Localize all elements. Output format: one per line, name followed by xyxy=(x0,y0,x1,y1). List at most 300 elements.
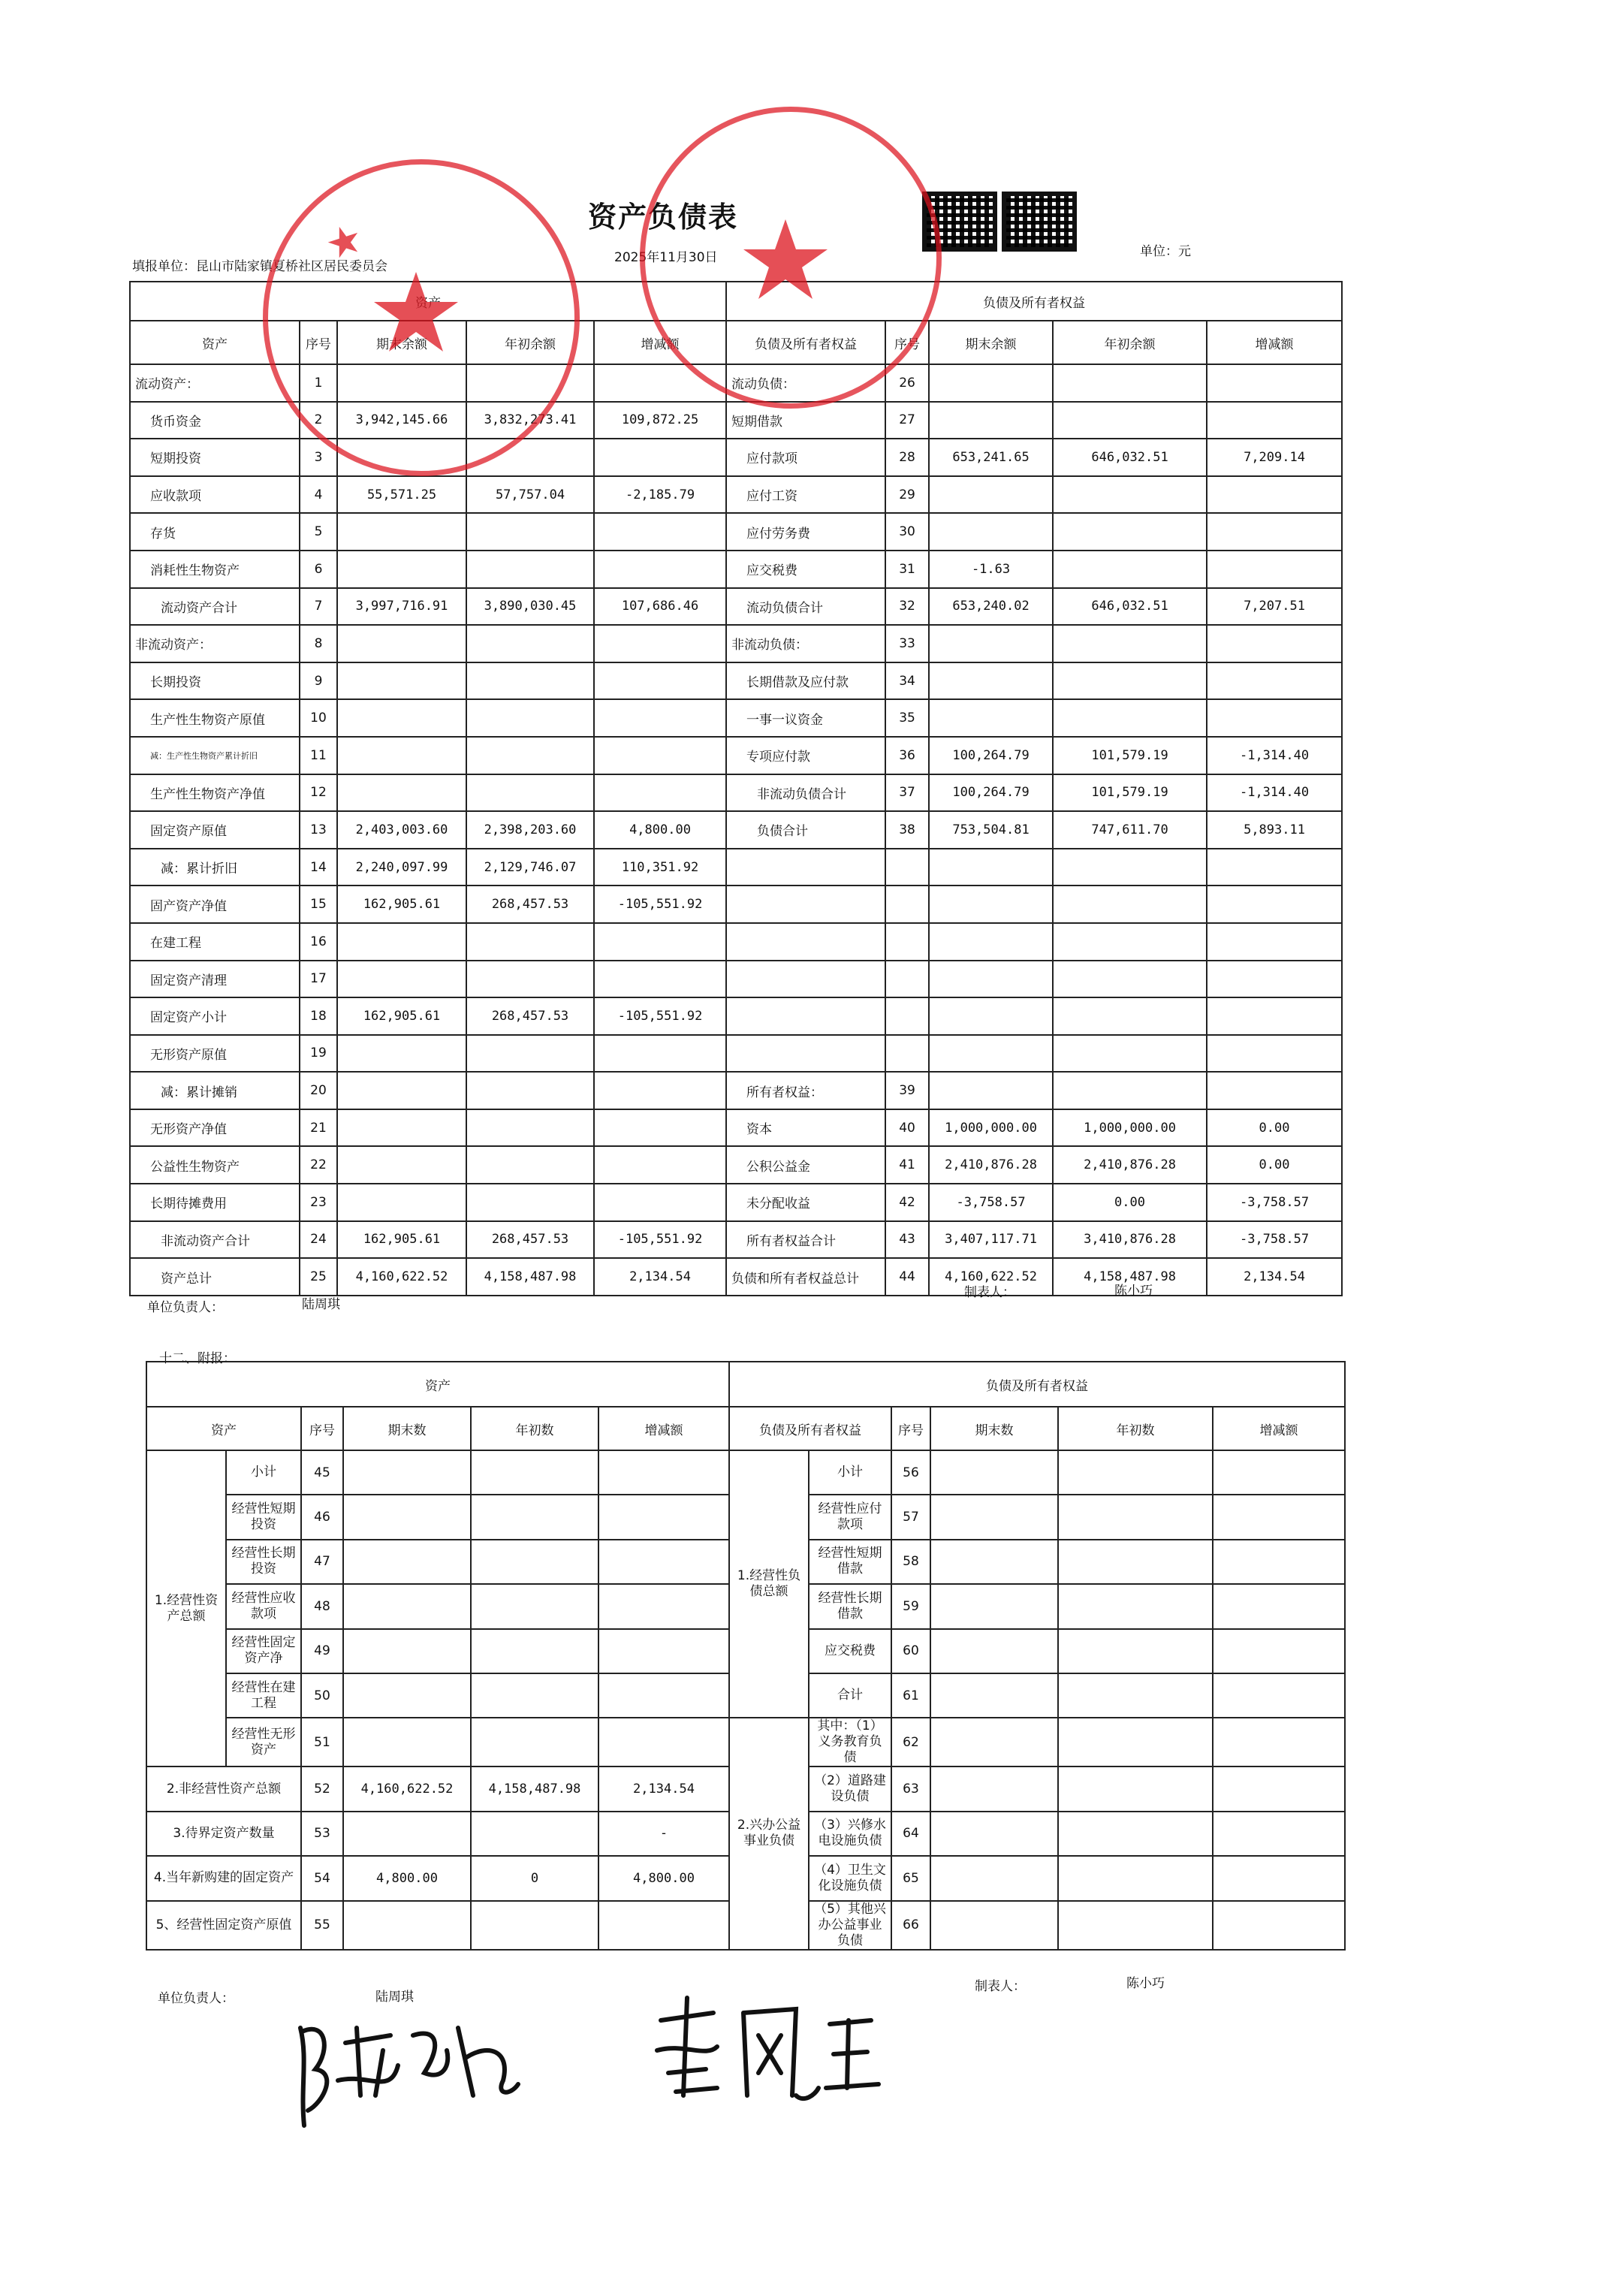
seq2-cell: 42 xyxy=(885,1184,929,1221)
asset-item-cell: 应收款项 xyxy=(130,476,300,514)
appendix-change-cell: - xyxy=(598,1812,729,1856)
change2-cell: -1,314.40 xyxy=(1207,737,1342,774)
appendix-end-cell: 4,160,622.52 xyxy=(343,1767,471,1811)
begin-balance2-cell xyxy=(1053,997,1207,1035)
footer2-responsible-name: 陆周琪 xyxy=(375,1990,414,2005)
col-seq: 序号 xyxy=(300,321,337,364)
change2-cell: 0.00 xyxy=(1207,1109,1342,1147)
footer2-responsible-label: 单位负责人： xyxy=(158,1991,234,2006)
asset-item-cell: 短期投资 xyxy=(130,439,300,476)
begin-balance2-cell: 101,579.19 xyxy=(1053,737,1207,774)
asset-item-cell: 公益性生物资产 xyxy=(130,1146,300,1184)
asset-item-cell: 货币资金 xyxy=(130,402,300,439)
liab-item-cell: 流动负债： xyxy=(726,364,885,402)
change-cell: 110,351.92 xyxy=(594,849,726,886)
appendix-col-liab-item: 负债及所有者权益 xyxy=(729,1407,891,1450)
change2-cell xyxy=(1207,997,1342,1035)
liab-item-cell: 非流动负债： xyxy=(726,625,885,662)
begin-balance-cell xyxy=(466,961,594,998)
end-balance2-cell: -3,758.57 xyxy=(929,1184,1053,1221)
asset-item-cell: 存货 xyxy=(130,513,300,551)
liab-item-cell: 短期借款 xyxy=(726,402,885,439)
footer-responsible-label: 单位负责人： xyxy=(147,1300,224,1315)
seq2-cell xyxy=(885,886,929,923)
appendix-col-change: 增减额 xyxy=(598,1407,729,1450)
appendix-liab-group-header: 负债及所有者权益 xyxy=(729,1362,1345,1407)
change2-cell xyxy=(1207,1072,1342,1109)
seq-cell: 6 xyxy=(300,551,337,588)
appendix-seq-cell: 51 xyxy=(301,1718,343,1767)
appendix-end-cell xyxy=(343,1718,471,1767)
end-balance2-cell: 753,504.81 xyxy=(929,811,1053,849)
begin-balance-cell xyxy=(466,737,594,774)
seq-cell: 2 xyxy=(300,402,337,439)
appendix-title: 十二、附报： xyxy=(159,1351,236,1366)
seq-cell: 15 xyxy=(300,886,337,923)
appendix-change-cell xyxy=(598,1540,729,1584)
change-cell xyxy=(594,1184,726,1221)
appendix-asset-item: 5、经营性固定资产原值 xyxy=(146,1901,301,1950)
begin-balance-cell: 268,457.53 xyxy=(466,997,594,1035)
end-balance-cell xyxy=(337,1072,466,1109)
change2-cell: -3,758.57 xyxy=(1207,1184,1342,1221)
appendix-begin-cell: 0 xyxy=(471,1856,598,1900)
appendix-change2-cell xyxy=(1213,1767,1345,1811)
table-row xyxy=(130,513,1342,551)
appendix-seq2-cell: 57 xyxy=(891,1495,930,1539)
end-balance-cell: 2,403,003.60 xyxy=(337,811,466,849)
seq-cell: 16 xyxy=(300,923,337,961)
begin-balance2-cell xyxy=(1053,402,1207,439)
seq2-cell xyxy=(885,997,929,1035)
appendix-asset-item: 3.待界定资产数量 xyxy=(146,1812,301,1856)
change-cell: 4,800.00 xyxy=(594,811,726,849)
qr-code-icon xyxy=(1002,192,1077,252)
appendix-liab-subitem: 经营性应付款项 xyxy=(809,1495,891,1539)
appendix-seq2-cell: 66 xyxy=(891,1901,930,1950)
table-row xyxy=(130,1221,1342,1259)
table-row xyxy=(130,886,1342,923)
seq-cell: 8 xyxy=(300,625,337,662)
change-cell xyxy=(594,625,726,662)
change2-cell: -1,314.40 xyxy=(1207,774,1342,812)
seq-cell: 23 xyxy=(300,1184,337,1221)
begin-balance-cell: 3,832,273.41 xyxy=(466,402,594,439)
appendix-change-cell: 2,134.54 xyxy=(598,1767,729,1811)
appendix-table xyxy=(146,1361,1346,1951)
begin-balance2-cell xyxy=(1053,662,1207,700)
footer2-preparer-label: 制表人： xyxy=(975,1979,1026,1994)
table-row xyxy=(130,625,1342,662)
liab-item-cell xyxy=(726,961,885,998)
appendix-change2-cell xyxy=(1213,1718,1345,1767)
change2-cell: 5,893.11 xyxy=(1207,811,1342,849)
col-end-balance: 期末余额 xyxy=(337,321,466,364)
appendix-end2-cell xyxy=(930,1584,1058,1628)
asset-item-cell: 长期投资 xyxy=(130,662,300,700)
liab-item-cell: 专项应付款 xyxy=(726,737,885,774)
appendix-change2-cell xyxy=(1213,1901,1345,1950)
end-balance2-cell: 100,264.79 xyxy=(929,774,1053,812)
liab-item-cell: 应付款项 xyxy=(726,439,885,476)
change-cell: -105,551.92 xyxy=(594,886,726,923)
end-balance-cell xyxy=(337,1184,466,1221)
begin-balance2-cell: 1,000,000.00 xyxy=(1053,1109,1207,1147)
change-cell: -105,551.92 xyxy=(594,1221,726,1259)
appendix-begin2-cell xyxy=(1058,1812,1213,1856)
begin-balance2-cell xyxy=(1053,551,1207,588)
col-begin-balance: 年初余额 xyxy=(466,321,594,364)
begin-balance2-cell: 747,611.70 xyxy=(1053,811,1207,849)
end-balance2-cell xyxy=(929,662,1053,700)
liabilities-group-header: 负债及所有者权益 xyxy=(726,282,1342,321)
begin-balance-cell xyxy=(466,1109,594,1147)
asset-item-cell: 固定资产小计 xyxy=(130,997,300,1035)
appendix-begin-cell: 4,158,487.98 xyxy=(471,1767,598,1811)
begin-balance2-cell: 0.00 xyxy=(1053,1184,1207,1221)
appendix-change-cell xyxy=(598,1629,729,1673)
seq-cell: 3 xyxy=(300,439,337,476)
appendix-begin-cell xyxy=(471,1812,598,1856)
change2-cell xyxy=(1207,551,1342,588)
seq-cell: 20 xyxy=(300,1072,337,1109)
appendix-begin-cell xyxy=(471,1718,598,1767)
end-balance-cell: 162,905.61 xyxy=(337,997,466,1035)
end-balance2-cell xyxy=(929,1035,1053,1073)
end-balance-cell xyxy=(337,513,466,551)
end-balance-cell: 3,997,716.91 xyxy=(337,588,466,626)
begin-balance-cell xyxy=(466,699,594,737)
appendix-asset-subitem: 经营性固定资产净 xyxy=(226,1629,301,1673)
appendix-change-cell xyxy=(598,1901,729,1950)
seq2-cell: 43 xyxy=(885,1221,929,1259)
change2-cell xyxy=(1207,886,1342,923)
appendix-end2-cell xyxy=(930,1767,1058,1811)
appendix-asset-item: 2.非经营性资产总额 xyxy=(146,1767,301,1811)
appendix-change2-cell xyxy=(1213,1495,1345,1539)
appendix-seq-cell: 48 xyxy=(301,1584,343,1628)
appendix-col-begin-2: 年初数 xyxy=(1058,1407,1213,1450)
appendix-seq-cell: 46 xyxy=(301,1495,343,1539)
appendix-begin2-cell xyxy=(1058,1767,1213,1811)
appendix-change-cell xyxy=(598,1450,729,1495)
table-row xyxy=(130,1072,1342,1109)
end-balance-cell: 2,240,097.99 xyxy=(337,849,466,886)
table-row xyxy=(130,662,1342,700)
begin-balance-cell xyxy=(466,1146,594,1184)
change2-cell: 0.00 xyxy=(1207,1146,1342,1184)
seq-cell: 10 xyxy=(300,699,337,737)
signature-2 xyxy=(646,1983,886,2118)
change2-cell xyxy=(1207,402,1342,439)
end-balance2-cell xyxy=(929,699,1053,737)
appendix-asset-group: 1.经营性资产总额 xyxy=(146,1450,226,1767)
seq-cell: 22 xyxy=(300,1146,337,1184)
seq2-cell: 34 xyxy=(885,662,929,700)
appendix-liab-subitem: 经营性长期借款 xyxy=(809,1584,891,1628)
end-balance2-cell: 3,407,117.71 xyxy=(929,1221,1053,1259)
end-balance2-cell: 1,000,000.00 xyxy=(929,1109,1053,1147)
liab-item-cell: 长期借款及应付款 xyxy=(726,662,885,700)
begin-balance2-cell xyxy=(1053,699,1207,737)
appendix-liab-subitem: 其中：（1）义务教育负债 xyxy=(809,1718,891,1767)
change-cell xyxy=(594,1109,726,1147)
table-row xyxy=(130,997,1342,1035)
change2-cell xyxy=(1207,1035,1342,1073)
asset-item-cell: 减：生产性生物资产累计折旧 xyxy=(130,737,300,774)
appendix-begin-cell xyxy=(471,1901,598,1950)
table-row xyxy=(130,811,1342,849)
appendix-change-cell xyxy=(598,1584,729,1628)
begin-balance-cell xyxy=(466,774,594,812)
table-row xyxy=(146,1718,1345,1767)
currency-unit: 单位：元 xyxy=(1140,244,1191,259)
appendix-end2-cell xyxy=(930,1673,1058,1718)
col-change: 增减额 xyxy=(594,321,726,364)
end-balance-cell: 3,942,145.66 xyxy=(337,402,466,439)
liab-item-cell: 非流动负债合计 xyxy=(726,774,885,812)
seq2-cell: 26 xyxy=(885,364,929,402)
col-liab-item: 负债及所有者权益 xyxy=(726,321,885,364)
table-row xyxy=(130,849,1342,886)
end-balance2-cell xyxy=(929,997,1053,1035)
asset-item-cell: 消耗性生物资产 xyxy=(130,551,300,588)
table-row xyxy=(130,923,1342,961)
end-balance2-cell: 653,241.65 xyxy=(929,439,1053,476)
appendix-seq2-cell: 64 xyxy=(891,1812,930,1856)
appendix-liab-subitem: 应交税费 xyxy=(809,1629,891,1673)
seq-cell: 14 xyxy=(300,849,337,886)
seq-cell: 19 xyxy=(300,1035,337,1073)
end-balance-cell xyxy=(337,923,466,961)
appendix-asset-subitem: 经营性长期投资 xyxy=(226,1540,301,1584)
change2-cell xyxy=(1207,513,1342,551)
asset-item-cell: 生产性生物资产净值 xyxy=(130,774,300,812)
change-cell: 2,134.54 xyxy=(594,1258,726,1296)
appendix-seq-cell: 47 xyxy=(301,1540,343,1584)
appendix-begin2-cell xyxy=(1058,1856,1213,1900)
liab-item-cell xyxy=(726,886,885,923)
asset-item-cell: 流动资产合计 xyxy=(130,588,300,626)
appendix-end-cell xyxy=(343,1450,471,1495)
change-cell xyxy=(594,513,726,551)
appendix-change-cell xyxy=(598,1718,729,1767)
seq2-cell: 32 xyxy=(885,588,929,626)
appendix-seq-cell: 55 xyxy=(301,1901,343,1950)
footer-responsible-name: 陆周琪 xyxy=(302,1297,340,1312)
seq2-cell: 39 xyxy=(885,1072,929,1109)
appendix-seq-cell: 49 xyxy=(301,1629,343,1673)
end-balance-cell xyxy=(337,774,466,812)
seq-cell: 12 xyxy=(300,774,337,812)
change-cell xyxy=(594,1072,726,1109)
appendix-seq2-cell: 59 xyxy=(891,1584,930,1628)
change2-cell xyxy=(1207,476,1342,514)
liab-item-cell xyxy=(726,923,885,961)
col-change-2: 增减额 xyxy=(1207,321,1342,364)
end-balance2-cell xyxy=(929,1072,1053,1109)
liab-item-cell: 资本 xyxy=(726,1109,885,1147)
begin-balance-cell xyxy=(466,1072,594,1109)
appendix-asset-subitem: 经营性应收款项 xyxy=(226,1584,301,1628)
appendix-liab-group-2: 2.兴办公益事业负债 xyxy=(729,1718,809,1949)
change-cell xyxy=(594,699,726,737)
appendix-seq2-cell: 58 xyxy=(891,1540,930,1584)
seq2-cell: 29 xyxy=(885,476,929,514)
change2-cell xyxy=(1207,662,1342,700)
seq-cell: 1 xyxy=(300,364,337,402)
end-balance2-cell xyxy=(929,476,1053,514)
col-end-balance-2: 期末余额 xyxy=(929,321,1053,364)
change-cell xyxy=(594,439,726,476)
appendix-end-cell xyxy=(343,1584,471,1628)
asset-item-cell: 无形资产原值 xyxy=(130,1035,300,1073)
end-balance-cell xyxy=(337,961,466,998)
asset-item-cell: 资产总计 xyxy=(130,1258,300,1296)
begin-balance2-cell: 101,579.19 xyxy=(1053,774,1207,812)
begin-balance2-cell xyxy=(1053,886,1207,923)
seq2-cell: 33 xyxy=(885,625,929,662)
change-cell xyxy=(594,662,726,700)
begin-balance-cell xyxy=(466,662,594,700)
table-row xyxy=(130,737,1342,774)
col-seq-2: 序号 xyxy=(885,321,929,364)
appendix-begin2-cell xyxy=(1058,1495,1213,1539)
appendix-col-end-2: 期末数 xyxy=(930,1407,1058,1450)
change-cell: -105,551.92 xyxy=(594,997,726,1035)
appendix-asset-item: 4.当年新购建的固定资产 xyxy=(146,1856,301,1900)
appendix-assets-group-header: 资产 xyxy=(146,1362,729,1407)
appendix-end-cell xyxy=(343,1495,471,1539)
begin-balance2-cell: 2,410,876.28 xyxy=(1053,1146,1207,1184)
end-balance2-cell xyxy=(929,886,1053,923)
end-balance2-cell xyxy=(929,364,1053,402)
begin-balance2-cell: 3,410,876.28 xyxy=(1053,1221,1207,1259)
appendix-change2-cell xyxy=(1213,1812,1345,1856)
liab-item-cell: 应付劳务费 xyxy=(726,513,885,551)
appendix-begin2-cell xyxy=(1058,1673,1213,1718)
asset-item-cell: 长期待摊费用 xyxy=(130,1184,300,1221)
appendix-liab-subitem: （3）兴修水电设施负债 xyxy=(809,1812,891,1856)
report-date: 2025年11月30日 xyxy=(614,250,718,265)
begin-balance-cell: 57,757.04 xyxy=(466,476,594,514)
appendix-seq-cell: 53 xyxy=(301,1812,343,1856)
appendix-asset-subitem: 小计 xyxy=(226,1450,301,1495)
appendix-begin2-cell xyxy=(1058,1584,1213,1628)
page-title: 资产负债表 xyxy=(588,201,739,234)
end-balance-cell xyxy=(337,625,466,662)
begin-balance2-cell xyxy=(1053,625,1207,662)
seq2-cell: 37 xyxy=(885,774,929,812)
appendix-seq2-cell: 60 xyxy=(891,1629,930,1673)
appendix-change2-cell xyxy=(1213,1540,1345,1584)
liab-item-cell xyxy=(726,849,885,886)
seq2-cell: 35 xyxy=(885,699,929,737)
appendix-seq2-cell: 62 xyxy=(891,1718,930,1767)
change-cell xyxy=(594,551,726,588)
end-balance2-cell xyxy=(929,513,1053,551)
appendix-end2-cell xyxy=(930,1450,1058,1495)
appendix-begin2-cell xyxy=(1058,1718,1213,1767)
appendix-end-cell xyxy=(343,1812,471,1856)
seq2-cell xyxy=(885,849,929,886)
end-balance2-cell xyxy=(929,923,1053,961)
appendix-begin-cell xyxy=(471,1673,598,1718)
liab-item-cell: 所有者权益合计 xyxy=(726,1221,885,1259)
appendix-col-seq-2: 序号 xyxy=(891,1407,930,1450)
footer-preparer-label: 制表人： xyxy=(964,1285,1015,1300)
table-row xyxy=(130,961,1342,998)
appendix-change-cell xyxy=(598,1673,729,1718)
appendix-seq2-cell: 65 xyxy=(891,1856,930,1900)
end-balance2-cell xyxy=(929,402,1053,439)
appendix-begin-cell xyxy=(471,1540,598,1584)
appendix-col-change-2: 增减额 xyxy=(1213,1407,1345,1450)
appendix-change2-cell xyxy=(1213,1629,1345,1673)
asset-item-cell: 减：累计摊销 xyxy=(130,1072,300,1109)
begin-balance2-cell xyxy=(1053,961,1207,998)
seq2-cell: 28 xyxy=(885,439,929,476)
change-cell xyxy=(594,1035,726,1073)
appendix-change2-cell xyxy=(1213,1584,1345,1628)
asset-item-cell: 在建工程 xyxy=(130,923,300,961)
appendix-seq-cell: 52 xyxy=(301,1767,343,1811)
appendix-liab-subitem: 合计 xyxy=(809,1673,891,1718)
seq2-cell xyxy=(885,923,929,961)
liab-item-cell: 流动负债合计 xyxy=(726,588,885,626)
asset-item-cell: 无形资产净值 xyxy=(130,1109,300,1147)
table-row xyxy=(130,1146,1342,1184)
footer2-preparer-name: 陈小巧 xyxy=(1126,1976,1165,1991)
begin-balance2-cell xyxy=(1053,364,1207,402)
liab-item-cell: 未分配收益 xyxy=(726,1184,885,1221)
liab-item-cell: 应交税费 xyxy=(726,551,885,588)
change-cell: -2,185.79 xyxy=(594,476,726,514)
begin-balance-cell xyxy=(466,625,594,662)
change2-cell xyxy=(1207,849,1342,886)
end-balance-cell: 162,905.61 xyxy=(337,1221,466,1259)
change-cell xyxy=(594,923,726,961)
seq-cell: 7 xyxy=(300,588,337,626)
change2-cell xyxy=(1207,699,1342,737)
seq-cell: 25 xyxy=(300,1258,337,1296)
change-cell xyxy=(594,774,726,812)
liab-item-cell: 负债合计 xyxy=(726,811,885,849)
begin-balance2-cell: 4,158,487.98 xyxy=(1053,1258,1207,1296)
begin-balance-cell xyxy=(466,923,594,961)
table-row xyxy=(130,588,1342,626)
begin-balance2-cell xyxy=(1053,923,1207,961)
end-balance-cell xyxy=(337,699,466,737)
table-row xyxy=(130,1035,1342,1073)
seq2-cell: 31 xyxy=(885,551,929,588)
end-balance-cell xyxy=(337,1109,466,1147)
table-row xyxy=(130,1258,1342,1296)
col-begin-balance-2: 年初余额 xyxy=(1053,321,1207,364)
seq-cell: 17 xyxy=(300,961,337,998)
seq-cell: 4 xyxy=(300,476,337,514)
change-cell: 107,686.46 xyxy=(594,588,726,626)
appendix-end2-cell xyxy=(930,1901,1058,1950)
asset-item-cell: 减：累计折旧 xyxy=(130,849,300,886)
change2-cell: 7,209.14 xyxy=(1207,439,1342,476)
appendix-begin2-cell xyxy=(1058,1901,1213,1950)
seq2-cell xyxy=(885,961,929,998)
appendix-end-cell xyxy=(343,1901,471,1950)
asset-item-cell: 固产资产净值 xyxy=(130,886,300,923)
change-cell xyxy=(594,961,726,998)
appendix-col-begin: 年初数 xyxy=(471,1407,598,1450)
